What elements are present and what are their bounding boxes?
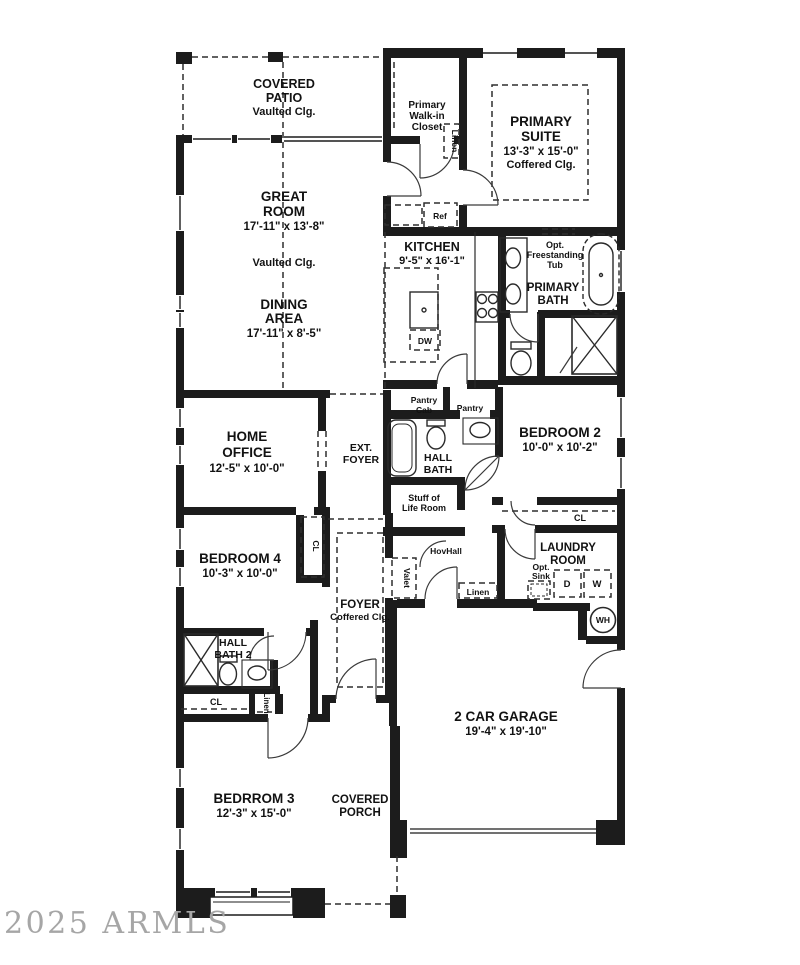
label-home-office-dims: 12'-5" x 10'-0" <box>209 463 285 475</box>
labels <box>199 77 610 820</box>
label-ext-foyer-1: EXT. <box>349 442 373 454</box>
label-bedroom4: BEDROOM 4 <box>199 551 281 566</box>
toilet-primary <box>511 342 531 375</box>
label-primary-suite-2: SUITE <box>521 129 561 144</box>
label-primary-suite-ceiling: Coffered Clg. <box>506 159 576 171</box>
label-hovhall: HovHall <box>430 546 462 556</box>
label-bedroom3: BEDRROM 3 <box>213 791 295 806</box>
label-great-room-dims: 17'-11" x 13'-8" <box>243 221 325 233</box>
label-walkin-closet-1: Primary <box>408 100 446 111</box>
label-ref: Ref <box>433 211 447 221</box>
garage-door <box>410 829 596 833</box>
label-great-room-1: GREAT <box>260 189 308 204</box>
walls <box>176 48 625 918</box>
label-laundry-2: ROOM <box>550 555 586 567</box>
label-walkin-closet-3: Closet <box>411 122 443 133</box>
cooktop <box>475 232 498 388</box>
label-kitchen: KITCHEN <box>404 240 460 254</box>
label-cl-bedroom4: CL <box>311 540 321 552</box>
label-opt-sink-1: Opt. <box>532 562 550 572</box>
label-stuff-of-life-2: Life Room <box>402 503 446 513</box>
label-dining-1: DINING <box>260 297 308 312</box>
label-water-heater: WH <box>595 615 611 625</box>
label-pantry: Pantry <box>456 403 484 413</box>
label-covered-porch-1: COVERED <box>331 794 389 806</box>
label-linen-closet: Linen <box>450 129 460 153</box>
label-laundry-1: LAUNDRY <box>540 542 596 554</box>
freestanding-tub-symbol <box>583 234 619 314</box>
front-door-arc <box>336 659 376 699</box>
shower-bath2 <box>184 634 218 686</box>
label-dw: DW <box>417 336 433 346</box>
label-primary-suite-dims: 13'-3" x 15'-0" <box>503 146 579 158</box>
label-cl-hall: CL <box>210 697 222 707</box>
label-great-room-ceiling: Vaulted Clg. <box>252 257 316 269</box>
label-dining-2: AREA <box>264 311 304 326</box>
label-hall-bath2-2: BATH 2 <box>214 649 252 661</box>
label-linen-hall: Linen <box>466 587 490 597</box>
primary-shower <box>572 316 617 374</box>
label-pantry-cab-2: Cab <box>415 405 433 415</box>
label-primary-bath-1: PRIMARY <box>526 282 580 294</box>
label-garage: 2 CAR GARAGE <box>454 709 558 724</box>
label-bedroom3-dims: 12'-3" x 15'-0" <box>216 808 292 820</box>
label-opt-sink-2: Sink <box>532 571 550 581</box>
label-washer: W <box>592 579 602 590</box>
label-primary-suite-1: PRIMARY <box>510 114 572 129</box>
label-hall-bath2-1: HALL <box>219 637 247 649</box>
label-covered-patio: COVERED <box>253 77 315 91</box>
label-great-room-2: ROOM <box>263 204 305 219</box>
label-covered-patio-ceiling: Vaulted Clg. <box>252 106 316 118</box>
label-opt-tub-1: Opt. <box>546 240 564 250</box>
label-linen-bath2: Linen <box>262 692 271 714</box>
label-dryer: D <box>563 579 571 590</box>
label-cl-bedroom2: CL <box>574 513 586 523</box>
label-foyer: FOYER <box>340 599 380 611</box>
label-kitchen-dims: 9'-5" x 16'-1" <box>399 255 465 267</box>
label-garage-dims: 19'-4" x 19'-10" <box>465 726 547 738</box>
label-dining-dims: 17'-11" x 8'-5" <box>246 328 322 340</box>
label-hall-bath-1: HALL <box>424 452 452 464</box>
label-ext-foyer-2: FOYER <box>342 454 380 466</box>
label-hall-bath-2: BATH <box>423 464 453 476</box>
label-opt-tub-3: Tub <box>547 260 563 270</box>
label-foyer-ceiling: Coffered Clg. <box>330 612 390 623</box>
label-valet: Valet <box>402 568 412 588</box>
label-opt-tub-2: Freestanding <box>526 250 584 260</box>
label-bedroom2-dims: 10'-0" x 10'-2" <box>522 442 598 454</box>
label-primary-bath-2: BATH <box>537 295 569 307</box>
hall-bath-sink <box>463 418 498 444</box>
kitchen-island-sink <box>410 292 438 328</box>
toilet-hall-bath <box>427 420 445 449</box>
label-pantry-cab-1: Pantry <box>410 395 438 405</box>
label-home-office-2: OFFICE <box>222 445 272 460</box>
label-covered-porch-2: PORCH <box>339 807 381 819</box>
label-covered-patio-2: PATIO <box>265 91 303 105</box>
label-home-office-1: HOME <box>226 429 268 444</box>
label-bedroom2: BEDROOM 2 <box>519 425 601 440</box>
label-stuff-of-life-1: Stuff of <box>408 493 440 503</box>
label-walkin-closet-2: Walk-in <box>409 111 445 122</box>
hall-bath-tub <box>388 420 416 476</box>
label-bedroom4-dims: 10'-3" x 10'-0" <box>202 568 278 580</box>
watermark-text: 2025 ARMLS <box>4 906 231 941</box>
